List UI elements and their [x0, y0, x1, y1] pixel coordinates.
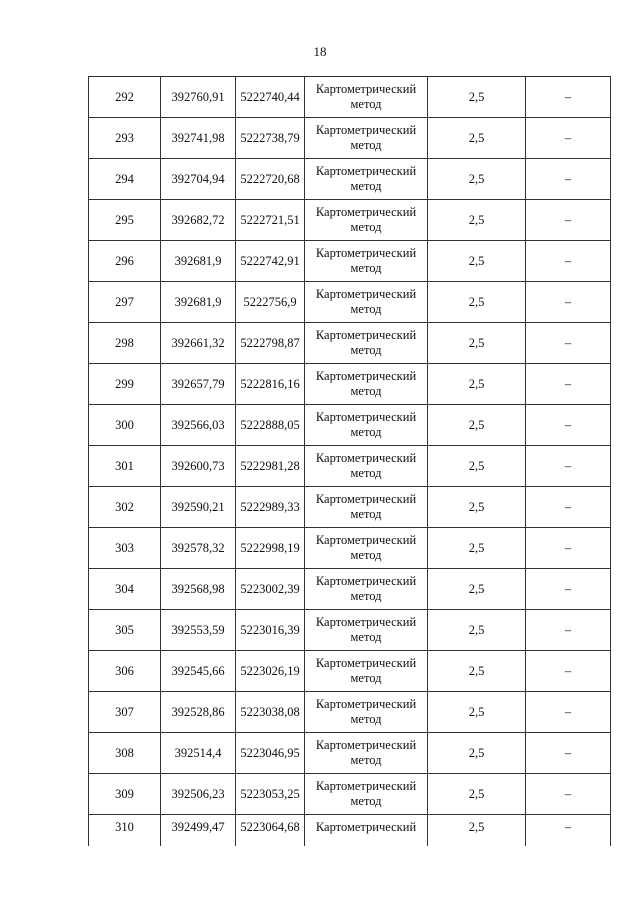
x-coordinate-cell — [161, 282, 236, 323]
table-row — [89, 528, 611, 569]
x-coordinate-cell-text: 392704,94 — [171, 171, 225, 186]
page-number: 18 — [313, 44, 327, 59]
table-row — [89, 159, 611, 200]
note-cell-text: – — [564, 540, 572, 555]
note-cell-text: – — [564, 376, 572, 391]
y-coordinate-cell-text: 5223053,25 — [240, 786, 300, 801]
y-coordinate-cell — [236, 241, 305, 282]
note-cell — [526, 446, 611, 487]
point-number-cell — [89, 282, 161, 323]
note-cell — [526, 487, 611, 528]
method-cell — [305, 200, 428, 241]
precision-cell — [428, 282, 526, 323]
precision-cell-text: 2,5 — [468, 130, 485, 145]
table-row — [89, 77, 611, 118]
y-coordinate-cell-text: 5223016,39 — [240, 622, 300, 637]
y-coordinate-cell — [236, 405, 305, 446]
note-cell-text: – — [564, 89, 572, 104]
y-coordinate-cell-text: 5222756,9 — [243, 294, 297, 309]
y-coordinate-cell-text: 5222888,05 — [240, 417, 300, 432]
y-coordinate-cell-text: 5223002,39 — [240, 581, 300, 596]
precision-cell-text: 2,5 — [468, 786, 485, 801]
note-cell-text: – — [564, 499, 572, 514]
method-cell — [305, 405, 428, 446]
precision-cell — [428, 241, 526, 282]
point-number-cell-text: 296 — [115, 253, 134, 268]
point-number-cell-text: 305 — [115, 622, 134, 637]
method-cell — [305, 569, 428, 610]
point-number-cell-text: 309 — [115, 786, 134, 801]
method-cell-text: Картометрический метод — [315, 574, 417, 603]
precision-cell — [428, 528, 526, 569]
precision-cell-text: 2,5 — [468, 458, 485, 473]
point-number-cell-text: 300 — [115, 417, 134, 432]
note-cell-text: – — [564, 704, 572, 719]
note-cell — [526, 159, 611, 200]
y-coordinate-cell — [236, 159, 305, 200]
y-coordinate-cell — [236, 692, 305, 733]
y-coordinate-cell-text: 5222738,79 — [240, 130, 300, 145]
method-cell-text: Картометрический метод — [315, 369, 417, 398]
precision-cell-text: 2,5 — [468, 745, 485, 760]
precision-cell-text: 2,5 — [468, 499, 485, 514]
note-cell-text: – — [564, 820, 572, 834]
note-cell — [526, 528, 611, 569]
method-cell-text: Картометрический метод — [315, 656, 417, 685]
method-cell-text: Картометрический метод — [315, 779, 417, 808]
note-cell-text: – — [564, 253, 572, 268]
precision-cell — [428, 446, 526, 487]
point-number-cell-text: 298 — [115, 335, 134, 350]
precision-cell-text: 2,5 — [468, 294, 485, 309]
point-number-cell — [89, 815, 161, 847]
precision-cell-text: 2,5 — [468, 581, 485, 596]
y-coordinate-cell — [236, 118, 305, 159]
point-number-cell — [89, 569, 161, 610]
table-row — [89, 405, 611, 446]
table-row — [89, 241, 611, 282]
method-cell-text: Картометрический метод — [315, 451, 417, 480]
method-cell — [305, 282, 428, 323]
note-cell — [526, 733, 611, 774]
method-cell-text: Картометрический метод — [315, 123, 417, 152]
method-cell — [305, 364, 428, 405]
table-row — [89, 651, 611, 692]
x-coordinate-cell-text: 392760,91 — [171, 89, 225, 104]
point-number-cell-text: 299 — [115, 376, 134, 391]
note-cell-text: – — [564, 212, 572, 227]
precision-cell — [428, 733, 526, 774]
point-number-cell-text: 304 — [115, 581, 134, 596]
x-coordinate-cell — [161, 200, 236, 241]
y-coordinate-cell — [236, 528, 305, 569]
method-cell-text: Картометрический метод — [315, 164, 417, 193]
note-cell — [526, 282, 611, 323]
y-coordinate-cell — [236, 733, 305, 774]
method-cell — [305, 651, 428, 692]
method-cell-text: Картометрический метод — [315, 328, 417, 357]
point-number-cell — [89, 733, 161, 774]
y-coordinate-cell — [236, 610, 305, 651]
precision-cell-text: 2,5 — [468, 89, 485, 104]
x-coordinate-cell — [161, 487, 236, 528]
method-cell-text: Картометрический метод — [315, 697, 417, 726]
y-coordinate-cell — [236, 774, 305, 815]
method-cell — [305, 692, 428, 733]
precision-cell-text: 2,5 — [468, 704, 485, 719]
x-coordinate-cell — [161, 405, 236, 446]
precision-cell — [428, 77, 526, 118]
precision-cell — [428, 487, 526, 528]
method-cell-text: Картометрический метод — [315, 492, 417, 521]
x-coordinate-cell — [161, 159, 236, 200]
method-cell-text: Картометрический метод — [315, 205, 417, 234]
point-number-cell-text: 306 — [115, 663, 134, 678]
x-coordinate-cell-text: 392528,86 — [171, 704, 225, 719]
method-cell — [305, 241, 428, 282]
x-coordinate-cell-text: 392682,72 — [171, 212, 225, 227]
method-cell — [305, 815, 428, 847]
note-cell — [526, 815, 611, 847]
x-coordinate-cell — [161, 323, 236, 364]
y-coordinate-cell-text: 5222998,19 — [240, 540, 300, 555]
point-number-cell — [89, 774, 161, 815]
x-coordinate-cell-text: 392566,03 — [171, 417, 225, 432]
table-row — [89, 118, 611, 159]
note-cell-text: – — [564, 294, 572, 309]
note-cell-text: – — [564, 171, 572, 186]
x-coordinate-cell-text: 392514,4 — [174, 745, 222, 760]
y-coordinate-cell — [236, 487, 305, 528]
point-number-cell-text: 293 — [115, 130, 134, 145]
precision-cell-text: 2,5 — [468, 212, 485, 227]
note-cell-text: – — [564, 622, 572, 637]
table-row — [89, 446, 611, 487]
y-coordinate-cell-text: 5222742,91 — [240, 253, 300, 268]
note-cell-text: – — [564, 417, 572, 432]
method-cell-text: Картометрический метод — [315, 615, 417, 644]
method-cell — [305, 118, 428, 159]
point-number-cell — [89, 364, 161, 405]
y-coordinate-cell — [236, 569, 305, 610]
y-coordinate-cell-text: 5222721,51 — [240, 212, 300, 227]
method-cell — [305, 610, 428, 651]
precision-cell — [428, 159, 526, 200]
y-coordinate-cell-text: 5222798,87 — [240, 335, 300, 350]
table-row — [89, 610, 611, 651]
precision-cell — [428, 651, 526, 692]
table-row — [89, 364, 611, 405]
method-cell-text: Картометрический метод — [315, 738, 417, 767]
precision-cell — [428, 692, 526, 733]
note-cell-text: – — [564, 581, 572, 596]
point-number-cell — [89, 528, 161, 569]
table-row — [89, 774, 611, 815]
x-coordinate-cell-text: 392545,66 — [171, 663, 225, 678]
precision-cell — [428, 610, 526, 651]
point-number-cell-text: 310 — [115, 820, 134, 834]
note-cell-text: – — [564, 745, 572, 760]
point-number-cell — [89, 651, 161, 692]
precision-cell — [428, 405, 526, 446]
method-cell — [305, 528, 428, 569]
method-cell — [305, 323, 428, 364]
point-number-cell-text: 301 — [115, 458, 134, 473]
point-number-cell — [89, 200, 161, 241]
coordinates-table — [88, 76, 611, 846]
table-row — [89, 323, 611, 364]
x-coordinate-cell — [161, 733, 236, 774]
method-cell-text: Картометрический метод — [315, 82, 417, 111]
x-coordinate-cell-text: 392568,98 — [171, 581, 225, 596]
precision-cell — [428, 200, 526, 241]
note-cell-text: – — [564, 786, 572, 801]
precision-cell-text: 2,5 — [468, 376, 485, 391]
x-coordinate-cell — [161, 364, 236, 405]
note-cell — [526, 364, 611, 405]
point-number-cell-text: 303 — [115, 540, 134, 555]
note-cell — [526, 241, 611, 282]
precision-cell — [428, 118, 526, 159]
x-coordinate-cell — [161, 815, 236, 847]
y-coordinate-cell — [236, 446, 305, 487]
method-cell — [305, 159, 428, 200]
y-coordinate-cell — [236, 651, 305, 692]
y-coordinate-cell-text: 5222740,44 — [240, 89, 300, 104]
note-cell — [526, 569, 611, 610]
y-coordinate-cell-text: 5223038,08 — [240, 704, 300, 719]
method-cell — [305, 446, 428, 487]
y-coordinate-cell-text: 5222989,33 — [240, 499, 300, 514]
x-coordinate-cell — [161, 651, 236, 692]
note-cell-text: – — [564, 130, 572, 145]
x-coordinate-cell-text: 392553,59 — [171, 622, 225, 637]
precision-cell-text: 2,5 — [468, 171, 485, 186]
x-coordinate-cell-text: 392661,32 — [171, 335, 225, 350]
method-cell — [305, 733, 428, 774]
precision-cell-text: 2,5 — [468, 417, 485, 432]
x-coordinate-cell-text: 392600,73 — [171, 458, 225, 473]
x-coordinate-cell-text: 392578,32 — [171, 540, 225, 555]
method-cell — [305, 774, 428, 815]
method-cell-text: Картометрический метод — [315, 533, 417, 562]
precision-cell-text: 2,5 — [468, 663, 485, 678]
x-coordinate-cell — [161, 241, 236, 282]
y-coordinate-cell — [236, 77, 305, 118]
point-number-cell — [89, 159, 161, 200]
x-coordinate-cell — [161, 610, 236, 651]
precision-cell-text: 2,5 — [468, 335, 485, 350]
x-coordinate-cell-text: 392741,98 — [171, 130, 225, 145]
x-coordinate-cell-text: 392590,21 — [171, 499, 225, 514]
precision-cell-text: 2,5 — [468, 253, 485, 268]
note-cell — [526, 651, 611, 692]
table-row — [89, 692, 611, 733]
method-cell-text: Картометрический — [315, 820, 417, 834]
x-coordinate-cell-text: 392657,79 — [171, 376, 225, 391]
x-coordinate-cell — [161, 774, 236, 815]
x-coordinate-cell — [161, 528, 236, 569]
y-coordinate-cell-text: 5223064,68 — [240, 820, 300, 834]
method-cell — [305, 487, 428, 528]
table-row — [89, 200, 611, 241]
point-number-cell-text: 295 — [115, 212, 134, 227]
note-cell — [526, 77, 611, 118]
note-cell-text: – — [564, 663, 572, 678]
x-coordinate-cell-text: 392681,9 — [174, 253, 222, 268]
y-coordinate-cell — [236, 815, 305, 847]
note-cell — [526, 692, 611, 733]
point-number-cell — [89, 446, 161, 487]
point-number-cell — [89, 610, 161, 651]
table-row — [89, 487, 611, 528]
precision-cell-text: 2,5 — [468, 622, 485, 637]
precision-cell-text: 2,5 — [468, 540, 485, 555]
y-coordinate-cell-text: 5222720,68 — [240, 171, 300, 186]
x-coordinate-cell — [161, 692, 236, 733]
note-cell — [526, 610, 611, 651]
x-coordinate-cell-text: 392506,23 — [171, 786, 225, 801]
y-coordinate-cell — [236, 364, 305, 405]
x-coordinate-cell — [161, 446, 236, 487]
method-cell-text: Картометрический метод — [315, 246, 417, 275]
note-cell-text: – — [564, 458, 572, 473]
method-cell — [305, 77, 428, 118]
precision-cell — [428, 569, 526, 610]
point-number-cell — [89, 77, 161, 118]
y-coordinate-cell-text: 5222981,28 — [240, 458, 300, 473]
table-row — [89, 569, 611, 610]
y-coordinate-cell — [236, 323, 305, 364]
x-coordinate-cell-text: 392499,47 — [171, 820, 225, 834]
point-number-cell-text: 294 — [115, 171, 134, 186]
x-coordinate-cell — [161, 77, 236, 118]
x-coordinate-cell-text: 392681,9 — [174, 294, 222, 309]
y-coordinate-cell — [236, 282, 305, 323]
point-number-cell — [89, 241, 161, 282]
point-number-cell-text: 302 — [115, 499, 134, 514]
note-cell — [526, 323, 611, 364]
table-row — [89, 815, 611, 847]
method-cell-text: Картометрический метод — [315, 287, 417, 316]
point-number-cell — [89, 118, 161, 159]
x-coordinate-cell — [161, 118, 236, 159]
point-number-cell — [89, 405, 161, 446]
point-number-cell-text: 292 — [115, 89, 134, 104]
precision-cell-text: 2,5 — [468, 820, 485, 834]
note-cell — [526, 405, 611, 446]
precision-cell — [428, 774, 526, 815]
point-number-cell-text: 308 — [115, 745, 134, 760]
precision-cell — [428, 815, 526, 847]
y-coordinate-cell-text: 5222816,16 — [240, 376, 300, 391]
precision-cell — [428, 364, 526, 405]
note-cell — [526, 118, 611, 159]
point-number-cell — [89, 692, 161, 733]
point-number-cell-text: 297 — [115, 294, 134, 309]
point-number-cell — [89, 487, 161, 528]
note-cell-text: – — [564, 335, 572, 350]
y-coordinate-cell-text: 5223026,19 — [240, 663, 300, 678]
coordinates-table-body — [89, 77, 611, 847]
method-cell-text: Картометрический метод — [315, 410, 417, 439]
x-coordinate-cell — [161, 569, 236, 610]
table-row — [89, 733, 611, 774]
note-cell — [526, 200, 611, 241]
y-coordinate-cell-text: 5223046,95 — [240, 745, 300, 760]
precision-cell — [428, 323, 526, 364]
point-number-cell — [89, 323, 161, 364]
y-coordinate-cell — [236, 200, 305, 241]
point-number-cell-text: 307 — [115, 704, 134, 719]
table-row — [89, 282, 611, 323]
note-cell — [526, 774, 611, 815]
